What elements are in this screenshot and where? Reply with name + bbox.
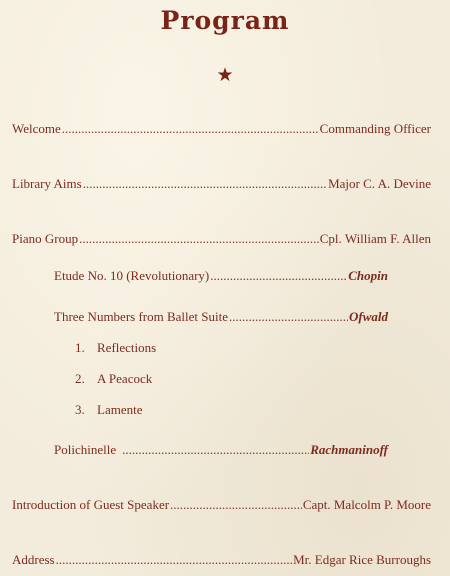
entry-label: Etude No. 10 (Revolutionary) bbox=[54, 268, 210, 283]
list-item-number: 2. bbox=[75, 371, 85, 386]
entry-performer: Cpl. William F. Allen bbox=[319, 231, 431, 246]
entry-label: Introduction of Guest Speaker bbox=[12, 497, 170, 512]
entry-label: Three Numbers from Ballet Suite bbox=[54, 309, 229, 324]
entry-composer: Rachmaninoff bbox=[310, 442, 388, 457]
dot-leader bbox=[170, 497, 302, 513]
entry-label: Polichinelle bbox=[54, 442, 117, 457]
list-item-name: Lamente bbox=[97, 402, 143, 417]
entry-label: Piano Group bbox=[12, 231, 79, 246]
list-item-number: 3. bbox=[75, 402, 85, 417]
entry-performer: Mr. Edgar Rice Burroughs bbox=[293, 552, 431, 567]
entry-performer: Commanding Officer bbox=[319, 121, 431, 136]
dot-leader bbox=[79, 231, 319, 247]
dot-leader bbox=[56, 552, 292, 568]
dot-leader bbox=[122, 442, 309, 458]
program-entry-introduction bbox=[12, 497, 431, 513]
program-entry-library-aims bbox=[12, 176, 431, 192]
dot-leader bbox=[229, 309, 348, 325]
star-icon: ★ bbox=[216, 64, 234, 86]
program-entry-address bbox=[12, 552, 431, 568]
list-item bbox=[75, 371, 152, 387]
entry-performer: Capt. Malcolm P. Moore bbox=[302, 497, 431, 512]
program-entry-three-numbers bbox=[54, 309, 388, 325]
entry-performer: Major C. A. Devine bbox=[328, 176, 431, 191]
program-entry-etude bbox=[54, 268, 388, 284]
dot-leader bbox=[83, 176, 327, 192]
list-item bbox=[75, 340, 156, 356]
entry-composer: Ofwald bbox=[349, 309, 388, 324]
entry-composer: Chopin bbox=[348, 268, 388, 283]
list-item-name: A Peacock bbox=[97, 371, 153, 386]
dot-leader bbox=[62, 121, 319, 137]
list-item-name: Reflections bbox=[97, 340, 157, 355]
list-item-number: 1. bbox=[75, 340, 85, 355]
entry-label: Welcome bbox=[12, 121, 61, 136]
entry-label: Library Aims bbox=[12, 176, 82, 191]
page-title: Program bbox=[160, 6, 290, 35]
dot-leader bbox=[210, 268, 347, 284]
program-entry-welcome bbox=[12, 121, 431, 137]
entry-label: Address bbox=[12, 552, 55, 567]
program-entry-piano-group bbox=[12, 231, 431, 247]
list-item bbox=[75, 402, 142, 418]
program-entry-polichinelle bbox=[54, 442, 388, 458]
